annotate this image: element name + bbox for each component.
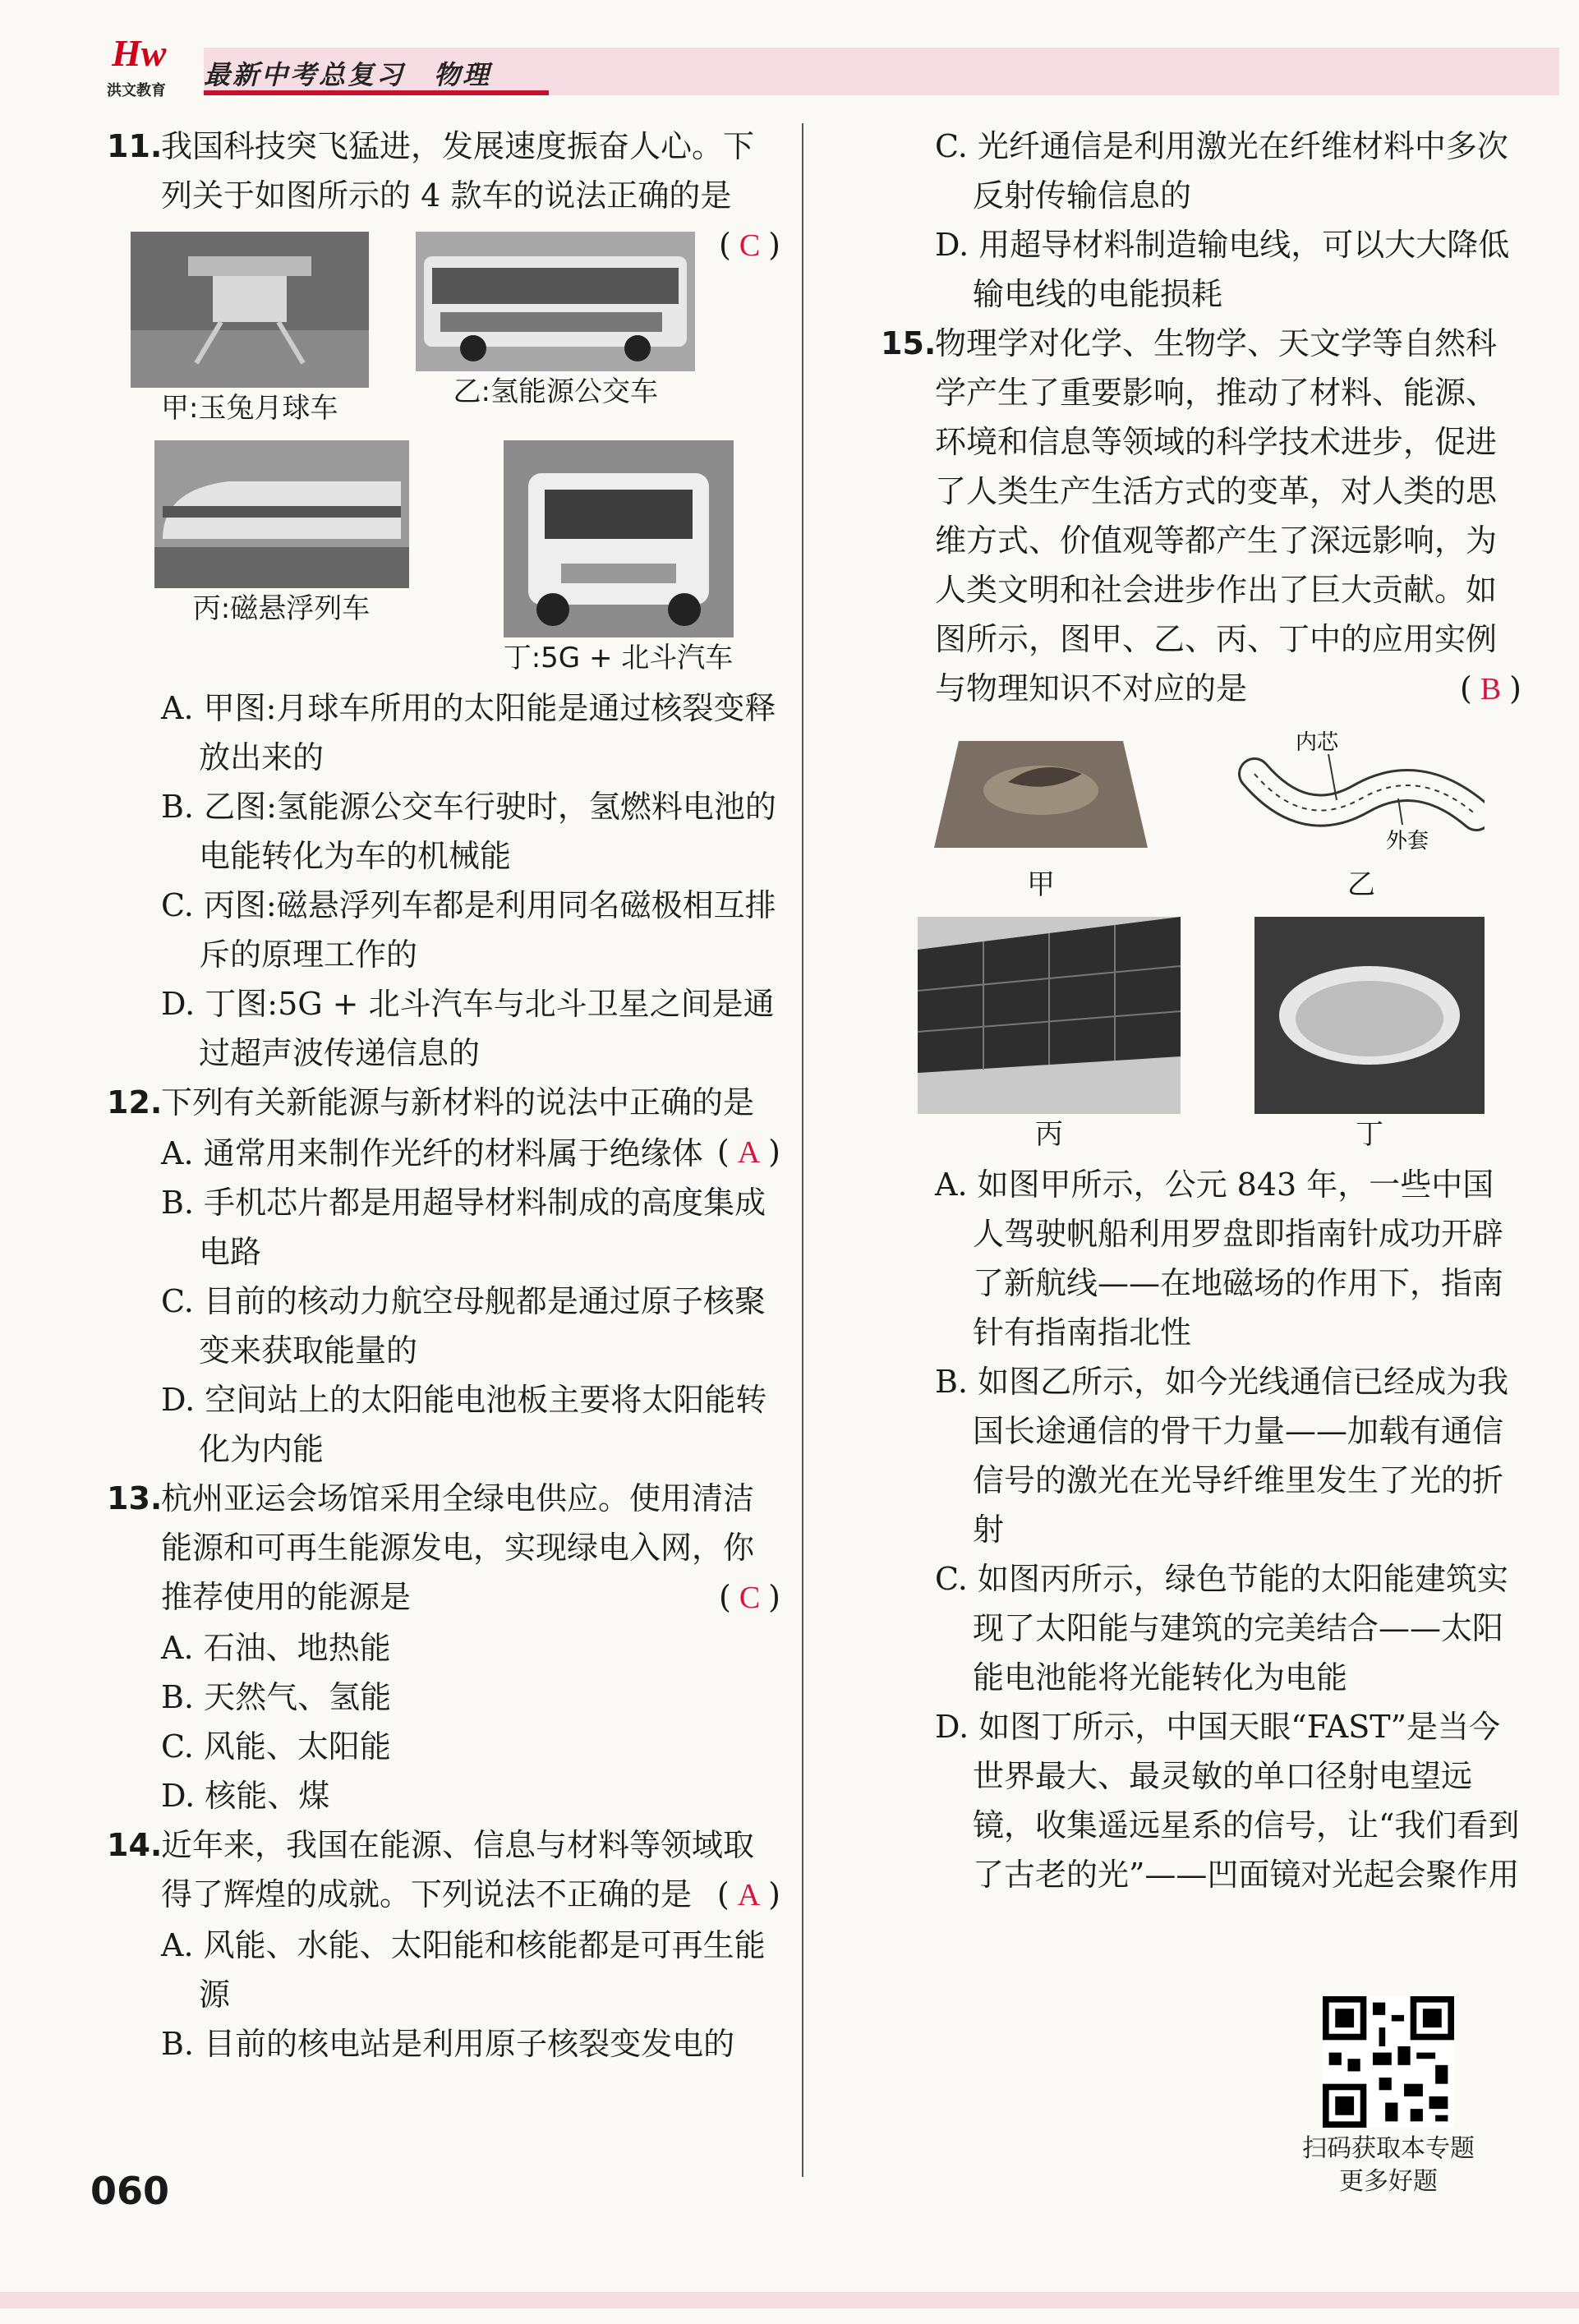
- fiber-core-label: 内芯: [1296, 730, 1339, 755]
- page-header: [0, 15, 1579, 107]
- image-caption: 丁:5G + 北斗汽车: [503, 642, 734, 674]
- image-caption: 丁: [1356, 1118, 1383, 1151]
- option-a: A. 如图甲所示，公元 843 年，一些中国人驾驶帆船利用罗盘即指南针成功开辟了新航线——在地磁场的作用下，指南针有指南指北性: [935, 1167, 1504, 1351]
- image-caption: 甲:玉兔月球车: [161, 392, 338, 425]
- image-caption: 乙:氢能源公交车: [453, 375, 658, 408]
- q11-image-row-1: [107, 232, 719, 429]
- question-number: 11.: [107, 128, 163, 164]
- option-a: A. 通常用来制作光纤的材料属于绝缘体: [161, 1135, 703, 1171]
- fiber-cladding-label: 外套: [1386, 829, 1429, 854]
- qr-code-icon[interactable]: [1323, 1996, 1454, 2128]
- option-c: C. 如图丙所示，绿色节能的太阳能建筑实现了太阳能与建筑的完美结合——太阳能电池能将光能转化为电能: [935, 1561, 1508, 1696]
- question-stem: 杭州亚运会场馆采用全绿电供应。使用清洁能源和可再生能源发电，实现绿电入网，你推荐使用的能源是: [161, 1480, 755, 1615]
- option-a: A. 石油、地热能: [161, 1630, 391, 1666]
- maglev-train-photo: [154, 440, 409, 588]
- answer-letter: A: [737, 1878, 761, 1912]
- question-stem: 物理学对化学、生物学、天文学等自然科学产生了重要影响，推动了材料、能源、环境和信息等领域的科学技术进步，促进了人类生产生活方式的变革，对人类的思维方式、价值观等都产生了深远影响，为人类文明和社会进步作出了巨大贡献。如图所示，图甲、乙、丙、丁中的应用实例与物理知识不对应的是: [935, 325, 1498, 706]
- publisher-logo: [107, 31, 204, 100]
- figure-hydrogen-bus: [416, 232, 695, 429]
- figure-maglev-train: [154, 440, 409, 679]
- q15-image-row-2: [881, 917, 1521, 1155]
- image-caption: 丙: [1035, 1118, 1063, 1151]
- option-d: D. 丁图:5G + 北斗汽车与北斗卫星之间是通过超声波传递信息的: [161, 986, 775, 1071]
- figure-5g-car: [504, 440, 734, 679]
- figure-optical-fiber: [1238, 725, 1485, 905]
- question-15: [881, 319, 1521, 713]
- logo-company: 洪文教育: [107, 82, 166, 99]
- qr-caption: [1282, 2133, 1495, 2198]
- right-column: [881, 122, 1521, 1899]
- question-14: [107, 1820, 780, 1919]
- option-b: B. 乙图:氢能源公交车行驶时，氢燃料电池的电能转化为车的机械能: [161, 789, 776, 874]
- option-b: B. 天然气、氢能: [161, 1679, 392, 1715]
- qr-caption-line-2: 更多好题: [1339, 2167, 1438, 2196]
- question-13: [107, 1474, 780, 1622]
- option-c: C. 目前的核动力航空母舰都是通过原子核聚变来获取能量的: [161, 1283, 766, 1369]
- option-d: D. 如图丁所示，中国天眼“FAST”是当今世界最大、最灵敏的单口径射电望远镜，收集遥远星系的信号，让“我们看到了古老的光”——凹面镜对光起会聚作用: [935, 1709, 1520, 1893]
- image-caption: 甲: [1027, 868, 1055, 901]
- fast-telescope-photo: [1254, 917, 1485, 1114]
- optical-fiber-diagram: [1238, 725, 1485, 864]
- q15-image-row-1: [881, 725, 1521, 905]
- figure-solar-panels: [918, 917, 1181, 1155]
- option-c: C. 风能、太阳能: [161, 1728, 391, 1765]
- option-b: B. 如图乙所示，如今光线通信已经成为我国长途通信的骨干力量——加载有通信信号的激光在光导纤维里发生了光的折射: [935, 1364, 1509, 1548]
- question-number: 12.: [107, 1084, 163, 1121]
- option-c: C. 丙图:磁悬浮列车都是利用同名磁极相互排斥的原理工作的: [161, 887, 776, 973]
- option-a: A. 风能、水能、太阳能和核能都是可再生能源: [161, 1927, 766, 2013]
- figure-moon-rover: [131, 232, 369, 429]
- answer-letter: A: [737, 1135, 761, 1170]
- question-stem: 我国科技突飞猛进，发展速度振奋人心。下列关于如图所示的 4 款车的说法正确的是: [161, 128, 755, 214]
- solar-panel-photo: [918, 917, 1181, 1114]
- answer-letter: C: [739, 1581, 761, 1615]
- answer-letter: B: [1480, 672, 1502, 706]
- footer-band: [0, 2292, 1579, 2308]
- figure-fast-telescope: [1254, 917, 1485, 1155]
- answer-bracket: ( A ): [716, 1876, 780, 1912]
- option-b: B. 目前的核电站是利用原子核裂变发电的: [161, 2026, 735, 2062]
- question-11: [107, 122, 780, 263]
- answer-bracket: ( B ): [1459, 670, 1521, 706]
- option-d: D. 核能、煤: [161, 1778, 330, 1814]
- left-column: [107, 122, 780, 2069]
- image-caption: 丙:磁悬浮列车: [192, 592, 371, 625]
- answer-letter: C: [739, 228, 761, 263]
- option-c: C. 光纤通信是利用激光在纤维材料中多次反射传输信息的: [935, 128, 1508, 214]
- option-d: D. 空间站上的太阳能电池板主要将太阳能转化为内能: [161, 1382, 767, 1467]
- question-stem: 下列有关新能源与新材料的说法中正确的是: [161, 1084, 755, 1121]
- question-stem: 近年来，我国在能源、信息与材料等领域取得了辉煌的成就。下列说法不正确的是: [161, 1827, 755, 1912]
- question-number: 14.: [107, 1827, 163, 1863]
- option-d: D. 用超导材料制造输电线，可以大大降低输电线的电能损耗: [935, 227, 1510, 312]
- book-title: 最新中考总复习 物理: [204, 59, 492, 90]
- compass-photo: [918, 725, 1164, 864]
- page-number: 060: [90, 2169, 170, 2213]
- answer-bracket: ( C ): [718, 227, 780, 263]
- image-caption: 乙: [1347, 868, 1375, 901]
- hydrogen-bus-photo: [416, 232, 695, 371]
- moon-rover-photo: [131, 232, 369, 388]
- figure-compass: [918, 725, 1164, 905]
- answer-bracket: ( A ): [716, 1134, 780, 1170]
- option-b: B. 手机芯片都是用超导材料制成的高度集成电路: [161, 1185, 766, 1270]
- logo-mark: Hw: [112, 32, 167, 74]
- column-divider: [802, 123, 803, 2177]
- q11-image-row-2: [107, 440, 780, 679]
- beidou-car-photo: [504, 440, 734, 637]
- qr-caption-line-1: 扫码获取本专题: [1302, 2134, 1475, 2163]
- option-a: A. 甲图:月球车所用的太阳能是通过核裂变释放出来的: [161, 690, 776, 775]
- question-number: 15.: [881, 325, 937, 361]
- question-number: 13.: [107, 1480, 163, 1516]
- answer-bracket: ( C ): [718, 1579, 780, 1615]
